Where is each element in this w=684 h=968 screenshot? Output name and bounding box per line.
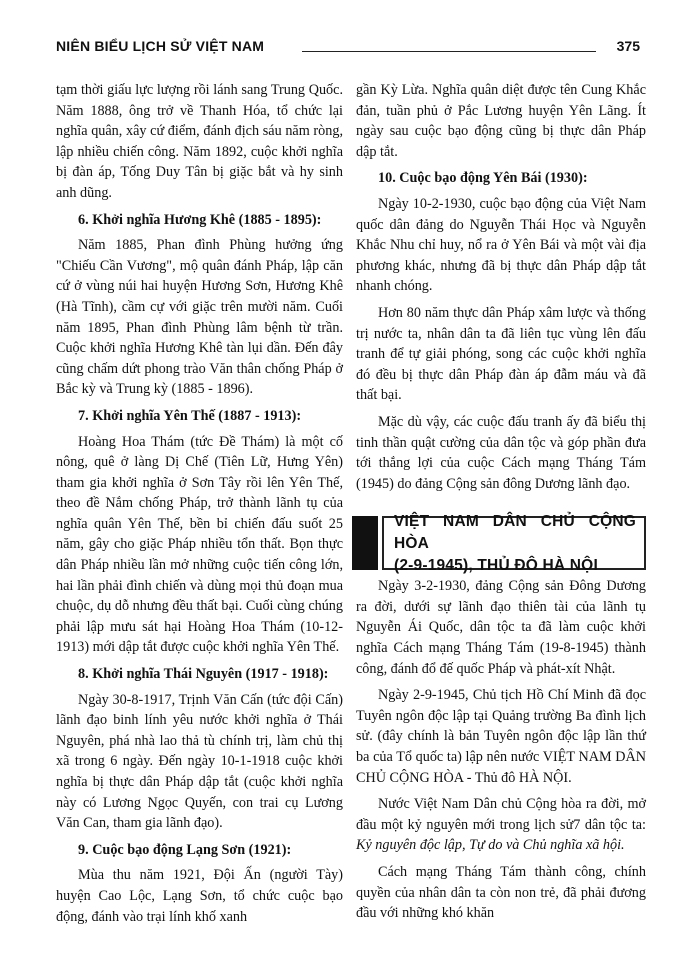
right-column [356,80,646,930]
section-heading-8: 8. Khởi nghĩa Thái Nguyên (1917 - 1918): [78,666,329,683]
chapter-title-frame [382,512,646,574]
paragraph-section-6: Năm 1885, Phan đình Phùng hưởng ứng "Chiếu Cần Vương", mộ quân đánh Pháp, lập căn cứ ở vùng núi hai huyện Hương Sơn, Hương Khê (Hà Tĩnh), cầm cự với giặc trên mười năm. Cuối năm 1895, Phan đình Phùng lâm bệnh từ trần. Cuộc khởi nghĩa Hương Khê tàn lụi dần. Đến đây cũng chấm dứt phong trào Văn thân chống Pháp ở Bắc kỳ và Trung kỳ (1885 - 1896). [56,237,343,398]
paragraph-chapter-3 [356,794,646,856]
section-heading-9: 9. Cuộc bạo động Lạng Sơn (1921): [78,841,292,858]
page-number: 375 [616,38,640,54]
paragraph-section-10: Ngày 10-2-1930, cuộc bạo động của Việt Nam quốc dân đảng do Nguyễn Thái Học và Nguyễn Khắc Nhu chỉ huy, nổ ra ở Yên Bái và một vài địa phương khác, nhưng đã bị thực dân Pháp dập tắt nhanh chóng. [356,195,646,295]
chapter-title-line-1: VIỆT NAM DÂN CHỦ CỘNG HÒA [394,512,636,552]
chapter-marker-block [352,516,378,570]
section-heading-10: 10. Cuộc bạo động Yên Bái (1930): [378,170,588,187]
section-heading-7: 7. Khởi nghĩa Yên Thế (1887 - 1913): [78,407,302,424]
paragraph-section-8: Ngày 30-8-1917, Trịnh Văn Cấn (tức đội Cấn) lãnh đạo binh lính yêu nước khởi nghĩa ở Thái Nguyên, phá nhà lao thả tù chính trị, làm chủ thị xã trong 6 ngày. Đến ngày 10-1-1918 cuộc khởi nghĩa bị thực dân Pháp dập tắt (cuộc khởi nghĩa này có Lương Ngọc Quyến, con trai cụ Lương Văn Can, tham gia lãnh đạo). [56,691,343,832]
paragraph-section-10b: Hơn 80 năm thực dân Pháp xâm lược và thống trị nước ta, nhân dân ta đã liên tục vùng lên đấu tranh để tự giải phóng, song các cuộc khởi nghĩa đó đều bị thực dân Pháp đàn áp đẫm máu và đã thất bại. [356,304,646,404]
section-heading-6: 6. Khởi nghĩa Hương Khê (1885 - 1895): [78,211,322,228]
page-header [56,38,640,60]
paragraph-continued: gần Kỳ Lừa. Nghĩa quân diệt được tên Cung Khắc đản, tuần phủ ở Pắc Lương huyện Yên Lãng. Ít ngày sau cuộc bạo động cũng bị thực dân Pháp dập tắt. [356,82,646,160]
paragraph-chapter-2: Ngày 2-9-1945, Chủ tịch Hồ Chí Minh đã đọc Tuyên ngôn độc lập tại Quảng trường Ba đình lịch sử. (đây chính là bản Tuyên ngôn độc lập lần thứ ba của Tổ quốc ta) lập nên nước VIỆT NAM DÂN CHỦ CỘNG HÒA - Thủ đô HÀ NỘI. [356,687,646,786]
paragraph-chapter-3-lead: Nước Việt Nam Dân chủ Cộng hòa ra đời, mở đầu một kỷ nguyên mới trong lịch sử7 dân tộc ta: [356,796,646,833]
paragraph-section-10c: Mặc dù vậy, các cuộc đấu tranh ấy đã biểu thị tinh thần quật cường của dân tộc và góp phần đưa tới thắng lợi của cuộc Cách mạng Tháng Tám (1945) do đảng Cộng sản đông Dương lãnh đạo. [356,413,646,492]
header-rule [302,51,596,52]
paragraph-section-7: Hoàng Hoa Thám (tức Đề Thám) là một cố nông, quê ở làng Dị Chế (Tiên Lữ, Hưng Yên) tham gia khởi nghĩa ở Sơn Tây rồi lên Yên Thế, theo đề Nắm chống Pháp, trở thành lãnh tụ của nghĩa quân Yên Thế, bền bỉ chiến đấu suốt 25 năm, gây cho giặc Pháp nhiều tổn thất. Bọn thực dân Pháp nhiều lần mở những cuộc tiến công lớn, hai lần phải đình chiến và dùng mọi thủ đoạn mua chuộc, dụ dỗ nhưng đều thất bại. Cuối cùng chúng phải lập mưu sát hại Hoàng Hoa Thám (10-12-1913) mới dập tắt được cuộc khởi nghĩa Yên Thế. [56,433,343,656]
paragraph-chapter-4: Cách mạng Tháng Tám thành công, chính quyền của nhân dân ta còn non trẻ, đã phải đương đầu với những khó khăn [356,864,646,922]
paragraph-intro: tạm thời giấu lực lượng rồi lánh sang Trung Quốc. Năm 1888, ông trở về Thanh Hóa, tổ chức lại nghĩa quân, xây cứ điểm, đánh địch sáu năm ròng, lập nhiều chiến công. Năm 1892, cuộc khởi nghĩa bị đàn áp, Tống Duy Tân bị giặc bắt và hy sinh anh dũng. [56,82,343,201]
chapter-title-line-2: (2-9-1945), THỦ ĐÔ HÀ NỘI [394,556,598,574]
running-title: NIÊN BIỂU LỊCH SỬ VIỆT NAM [56,38,265,54]
paragraph-section-9: Mùa thu năm 1921, Đội Ấn (người Tày) huyện Cao Lộc, Lạng Sơn, tổ chức cuộc bạo động, đánh vào trại lính khố xanh [56,867,343,925]
left-column [56,80,343,933]
paragraph-chapter-1: Ngày 3-2-1930, đảng Cộng sản Đông Dương ra đời, dưới sự lãnh đạo thiên tài của lãnh tụ Nguyễn Ái Quốc, dân tộc ta đã làm cuộc khởi nghĩa Cách mạng Tháng Tám (19-8-1945) thành công, đánh đổ đế quốc Pháp và phát-xít Nhật. [356,578,646,677]
chapter-heading-box [352,512,646,574]
paragraph-chapter-3-emphasis: Kỷ nguyên độc lập, Tự do và Chủ nghĩa xã hội. [356,837,625,854]
